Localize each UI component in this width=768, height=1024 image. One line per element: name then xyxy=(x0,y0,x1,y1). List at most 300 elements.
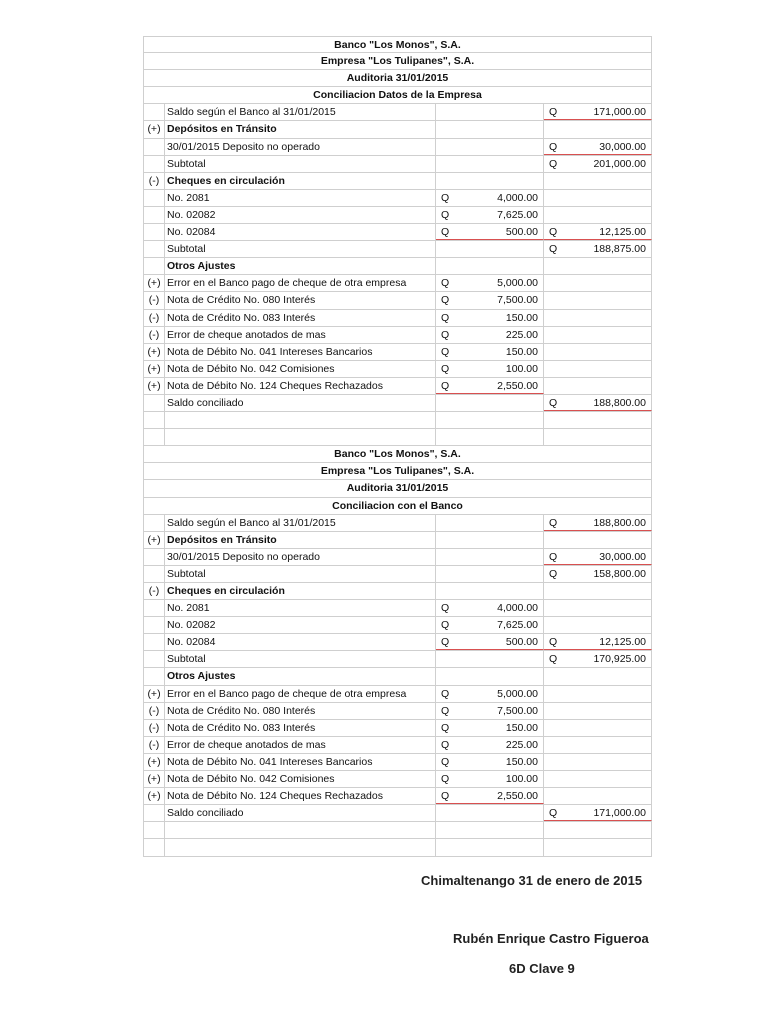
currency-symbol: Q xyxy=(441,687,450,700)
sign-cell xyxy=(143,668,165,684)
currency-symbol: Q xyxy=(441,311,450,324)
total-amount-cell xyxy=(544,327,652,343)
label-cell xyxy=(165,822,436,838)
total-amount-cell xyxy=(544,156,652,172)
table-row xyxy=(143,720,652,737)
total-amount: 201,000.00 xyxy=(593,157,646,170)
total-amount-cell xyxy=(544,686,652,702)
label-cell: No. 02082 xyxy=(165,617,436,633)
sign-cell: (-) xyxy=(143,720,165,736)
currency-symbol: Q xyxy=(441,602,450,615)
detail-amount: 150.00 xyxy=(505,345,538,358)
label-cell: Cheques en circulación xyxy=(165,583,436,599)
currency-symbol xyxy=(436,839,455,855)
sign-cell xyxy=(143,822,165,838)
table-row xyxy=(143,617,652,634)
table-row xyxy=(143,549,652,566)
total-amount xyxy=(563,668,651,684)
author-name: Rubén Enrique Castro Figueroa xyxy=(453,931,649,946)
detail-amount xyxy=(455,258,543,274)
detail-amount xyxy=(455,121,543,137)
detail-amount-cell xyxy=(436,805,544,821)
detail-amount-cell xyxy=(436,668,544,684)
currency-symbol xyxy=(544,686,563,702)
detail-amount xyxy=(455,156,543,172)
label-cell: Otros Ajustes xyxy=(165,258,436,274)
detail-amount-cell xyxy=(436,788,544,804)
total-amount-cell xyxy=(544,207,652,223)
title-row xyxy=(143,498,652,515)
total-amount-cell xyxy=(544,532,652,548)
table-row xyxy=(143,600,652,617)
total-amount: 30,000.00 xyxy=(599,550,646,563)
currency-symbol: Q xyxy=(549,243,558,256)
currency-symbol xyxy=(436,121,455,137)
total-amount: 188,800.00 xyxy=(593,516,646,529)
detail-amount-cell xyxy=(436,121,544,137)
detail-amount-cell xyxy=(436,395,544,411)
total-amount-cell xyxy=(544,258,652,274)
currency-symbol xyxy=(544,207,563,223)
currency-symbol xyxy=(544,822,563,838)
sign-cell xyxy=(143,566,165,582)
detail-amount-cell xyxy=(436,720,544,736)
total-amount xyxy=(563,771,651,787)
title-row xyxy=(143,53,652,70)
sign-cell xyxy=(143,258,165,274)
detail-amount-cell xyxy=(436,344,544,360)
sign-cell xyxy=(143,190,165,206)
currency-symbol xyxy=(436,104,455,120)
total-amount xyxy=(563,327,651,343)
detail-amount xyxy=(455,532,543,548)
section-title: Conciliacion Datos de la Empresa xyxy=(143,87,652,103)
currency-symbol xyxy=(436,532,455,548)
detail-amount-cell xyxy=(436,412,544,428)
detail-amount xyxy=(455,668,543,684)
detail-amount xyxy=(455,104,543,120)
currency-symbol xyxy=(544,275,563,291)
table-row xyxy=(143,258,652,275)
sign-cell xyxy=(143,395,165,411)
detail-amount xyxy=(455,412,543,428)
total-amount-cell xyxy=(544,275,652,291)
currency-symbol xyxy=(544,788,563,804)
label-cell: Nota de Débito No. 124 Cheques Rechazados xyxy=(165,378,436,394)
detail-amount: 225.00 xyxy=(505,328,538,341)
currency-symbol xyxy=(436,805,455,821)
section-title: Auditoria 31/01/2015 xyxy=(143,480,652,496)
currency-symbol: Q xyxy=(549,550,558,563)
detail-amount-cell xyxy=(436,754,544,770)
label-cell: Saldo conciliado xyxy=(165,395,436,411)
reconciliation-sheet xyxy=(143,36,652,857)
currency-symbol: Q xyxy=(549,157,558,170)
table-row xyxy=(143,754,652,771)
total-amount xyxy=(563,617,651,633)
total-amount xyxy=(563,788,651,804)
detail-amount-cell xyxy=(436,275,544,291)
currency-symbol: Q xyxy=(549,807,558,820)
table-row xyxy=(143,156,652,173)
sign-cell xyxy=(143,805,165,821)
total-amount: 12,125.00 xyxy=(599,636,646,649)
currency-symbol xyxy=(436,549,455,565)
total-amount xyxy=(563,310,651,326)
sign-cell xyxy=(143,156,165,172)
total-amount xyxy=(563,190,651,206)
detail-amount xyxy=(455,395,543,411)
detail-amount: 2,550.00 xyxy=(497,379,538,392)
table-row xyxy=(143,121,652,138)
currency-symbol xyxy=(436,583,455,599)
total-amount xyxy=(563,275,651,291)
currency-symbol xyxy=(436,515,455,531)
detail-amount: 7,625.00 xyxy=(497,619,538,632)
currency-symbol xyxy=(544,617,563,633)
sign-cell: (+) xyxy=(143,532,165,548)
detail-amount: 100.00 xyxy=(505,773,538,786)
table-row xyxy=(143,822,652,839)
detail-amount xyxy=(455,241,543,257)
label-cell: Subtotal xyxy=(165,156,436,172)
label-cell: Nota de Débito No. 124 Cheques Rechazados xyxy=(165,788,436,804)
detail-amount-cell xyxy=(436,378,544,394)
total-amount-cell xyxy=(544,344,652,360)
label-cell: Error en el Banco pago de cheque de otra empresa xyxy=(165,686,436,702)
table-row xyxy=(143,327,652,344)
detail-amount-cell xyxy=(436,566,544,582)
total-amount-cell xyxy=(544,668,652,684)
sign-cell: (-) xyxy=(143,583,165,599)
currency-symbol xyxy=(544,173,563,189)
total-amount: 188,875.00 xyxy=(593,243,646,256)
label-cell: 30/01/2015 Deposito no operado xyxy=(165,139,436,155)
detail-amount-cell xyxy=(436,822,544,838)
table-row xyxy=(143,190,652,207)
table-row xyxy=(143,429,652,446)
detail-amount: 150.00 xyxy=(505,311,538,324)
detail-amount-cell xyxy=(436,258,544,274)
total-amount xyxy=(563,258,651,274)
total-amount xyxy=(563,429,651,445)
table-row xyxy=(143,241,652,258)
title-row xyxy=(143,87,652,104)
detail-amount xyxy=(455,549,543,565)
total-amount xyxy=(563,292,651,308)
table-row xyxy=(143,292,652,309)
total-amount xyxy=(563,686,651,702)
sign-cell: (+) xyxy=(143,754,165,770)
sign-cell: (-) xyxy=(143,703,165,719)
total-amount-cell xyxy=(544,104,652,120)
total-amount-cell xyxy=(544,515,652,531)
total-amount-cell xyxy=(544,634,652,650)
currency-symbol: Q xyxy=(441,619,450,632)
total-amount: 30,000.00 xyxy=(599,140,646,153)
total-amount xyxy=(563,754,651,770)
table-row xyxy=(143,703,652,720)
detail-amount-cell xyxy=(436,634,544,650)
table-row xyxy=(143,207,652,224)
title-row xyxy=(143,446,652,463)
currency-symbol xyxy=(436,412,455,428)
label-cell: Nota de Débito No. 042 Comisiones xyxy=(165,361,436,377)
table-row xyxy=(143,515,652,532)
sign-cell xyxy=(143,207,165,223)
total-amount-cell xyxy=(544,412,652,428)
table-row xyxy=(143,104,652,121)
reconciliation-company-section xyxy=(143,36,652,446)
detail-amount xyxy=(455,429,543,445)
currency-symbol xyxy=(544,258,563,274)
section-title: Auditoria 31/01/2015 xyxy=(143,70,652,86)
currency-symbol xyxy=(544,703,563,719)
currency-symbol xyxy=(436,668,455,684)
currency-symbol: Q xyxy=(549,567,558,580)
total-amount-cell xyxy=(544,754,652,770)
detail-amount-cell xyxy=(436,310,544,326)
detail-amount: 5,000.00 xyxy=(497,687,538,700)
sign-cell xyxy=(143,617,165,633)
detail-amount-cell xyxy=(436,515,544,531)
total-amount-cell xyxy=(544,139,652,155)
detail-amount-cell xyxy=(436,532,544,548)
detail-amount: 4,000.00 xyxy=(497,602,538,615)
currency-symbol: Q xyxy=(441,191,450,204)
total-amount-cell xyxy=(544,395,652,411)
sign-cell: (+) xyxy=(143,121,165,137)
total-amount xyxy=(563,412,651,428)
total-amount-cell xyxy=(544,549,652,565)
total-amount-cell xyxy=(544,788,652,804)
label-cell xyxy=(165,429,436,445)
reconciliation-bank-section xyxy=(143,446,652,856)
total-amount xyxy=(563,600,651,616)
currency-symbol xyxy=(544,839,563,855)
currency-symbol xyxy=(436,395,455,411)
detail-amount xyxy=(455,139,543,155)
sign-cell: (+) xyxy=(143,275,165,291)
table-row xyxy=(143,686,652,703)
detail-amount-cell xyxy=(436,327,544,343)
detail-amount xyxy=(455,805,543,821)
total-amount-cell xyxy=(544,839,652,855)
label-cell: Saldo según el Banco al 31/01/2015 xyxy=(165,515,436,531)
currency-symbol: Q xyxy=(441,704,450,717)
currency-symbol: Q xyxy=(441,738,450,751)
detail-amount: 7,625.00 xyxy=(497,208,538,221)
section-title: Banco "Los Monos", S.A. xyxy=(143,37,652,52)
sign-cell: (-) xyxy=(143,310,165,326)
sign-cell xyxy=(143,412,165,428)
label-cell: Otros Ajustes xyxy=(165,668,436,684)
currency-symbol xyxy=(544,327,563,343)
label-cell: Subtotal xyxy=(165,241,436,257)
class-code: 6D Clave 9 xyxy=(509,961,575,976)
detail-amount-cell xyxy=(436,600,544,616)
detail-amount-cell xyxy=(436,292,544,308)
detail-amount: 4,000.00 xyxy=(497,191,538,204)
currency-symbol xyxy=(544,412,563,428)
total-amount-cell xyxy=(544,173,652,189)
detail-amount-cell xyxy=(436,104,544,120)
table-row xyxy=(143,771,652,788)
label-cell: Saldo conciliado xyxy=(165,805,436,821)
label-cell: Saldo según el Banco al 31/01/2015 xyxy=(165,104,436,120)
detail-amount-cell xyxy=(436,583,544,599)
sign-cell xyxy=(143,549,165,565)
currency-symbol: Q xyxy=(441,636,450,649)
title-row xyxy=(143,463,652,480)
currency-symbol: Q xyxy=(549,653,558,666)
total-amount-cell xyxy=(544,121,652,137)
detail-amount xyxy=(455,822,543,838)
total-amount-cell xyxy=(544,583,652,599)
label-cell xyxy=(165,839,436,855)
detail-amount: 150.00 xyxy=(505,755,538,768)
currency-symbol xyxy=(436,566,455,582)
currency-symbol: Q xyxy=(441,294,450,307)
currency-symbol: Q xyxy=(441,328,450,341)
total-amount-cell xyxy=(544,720,652,736)
detail-amount xyxy=(455,583,543,599)
currency-symbol xyxy=(544,429,563,445)
detail-amount-cell xyxy=(436,224,544,240)
total-amount xyxy=(563,173,651,189)
detail-amount xyxy=(455,566,543,582)
currency-symbol xyxy=(436,156,455,172)
detail-amount-cell xyxy=(436,737,544,753)
label-cell: Subtotal xyxy=(165,566,436,582)
section-title: Banco "Los Monos", S.A. xyxy=(143,446,652,462)
detail-amount xyxy=(455,173,543,189)
total-amount xyxy=(563,822,651,838)
currency-symbol xyxy=(544,737,563,753)
table-row xyxy=(143,361,652,378)
sign-cell: (-) xyxy=(143,327,165,343)
label-cell: 30/01/2015 Deposito no operado xyxy=(165,549,436,565)
currency-symbol: Q xyxy=(441,721,450,734)
label-cell: Error de cheque anotados de mas xyxy=(165,327,436,343)
sign-cell xyxy=(143,224,165,240)
total-amount-cell xyxy=(544,703,652,719)
table-row xyxy=(143,839,652,856)
currency-symbol xyxy=(544,310,563,326)
total-amount xyxy=(563,378,651,394)
total-amount xyxy=(563,720,651,736)
detail-amount: 225.00 xyxy=(505,738,538,751)
section-title: Empresa "Los Tulipanes", S.A. xyxy=(143,463,652,479)
total-amount-cell xyxy=(544,617,652,633)
sign-cell xyxy=(143,839,165,855)
table-row xyxy=(143,224,652,241)
currency-symbol xyxy=(436,822,455,838)
detail-amount: 500.00 xyxy=(505,226,538,239)
label-cell: No. 02084 xyxy=(165,634,436,650)
detail-amount-cell xyxy=(436,771,544,787)
label-cell: Nota de Crédito No. 080 Interés xyxy=(165,292,436,308)
total-amount-cell xyxy=(544,378,652,394)
table-row xyxy=(143,651,652,668)
total-amount-cell xyxy=(544,361,652,377)
detail-amount: 5,000.00 xyxy=(497,277,538,290)
currency-symbol: Q xyxy=(441,362,450,375)
title-row xyxy=(143,480,652,497)
detail-amount: 2,550.00 xyxy=(497,790,538,803)
currency-symbol xyxy=(544,532,563,548)
section-title: Conciliacion con el Banco xyxy=(143,498,652,514)
table-row xyxy=(143,395,652,412)
table-row xyxy=(143,788,652,805)
sign-cell xyxy=(143,429,165,445)
detail-amount-cell xyxy=(436,839,544,855)
total-amount xyxy=(563,207,651,223)
total-amount xyxy=(563,583,651,599)
table-row xyxy=(143,668,652,685)
detail-amount-cell xyxy=(436,156,544,172)
detail-amount-cell xyxy=(436,361,544,377)
detail-amount: 100.00 xyxy=(505,362,538,375)
currency-symbol: Q xyxy=(549,396,558,409)
currency-symbol xyxy=(436,651,455,667)
total-amount-cell xyxy=(544,566,652,582)
total-amount: 171,000.00 xyxy=(593,807,646,820)
sign-cell xyxy=(143,651,165,667)
total-amount xyxy=(563,361,651,377)
currency-symbol xyxy=(544,754,563,770)
label-cell: Error de cheque anotados de mas xyxy=(165,737,436,753)
detail-amount-cell xyxy=(436,139,544,155)
total-amount-cell xyxy=(544,292,652,308)
label-cell: Cheques en circulación xyxy=(165,173,436,189)
currency-symbol xyxy=(544,583,563,599)
detail-amount-cell xyxy=(436,617,544,633)
total-amount-cell xyxy=(544,224,652,240)
currency-symbol xyxy=(436,258,455,274)
currency-symbol xyxy=(544,668,563,684)
detail-amount: 150.00 xyxy=(505,721,538,734)
table-row xyxy=(143,344,652,361)
total-amount: 188,800.00 xyxy=(593,396,646,409)
sign-cell: (+) xyxy=(143,788,165,804)
currency-symbol: Q xyxy=(441,208,450,221)
place-date: Chimaltenango 31 de enero de 2015 xyxy=(421,873,643,888)
currency-symbol: Q xyxy=(441,379,450,392)
currency-symbol xyxy=(544,600,563,616)
table-row xyxy=(143,805,652,822)
detail-amount xyxy=(455,515,543,531)
detail-amount-cell xyxy=(436,703,544,719)
currency-symbol: Q xyxy=(441,277,450,290)
label-cell: Nota de Débito No. 041 Intereses Bancarios xyxy=(165,754,436,770)
detail-amount xyxy=(455,651,543,667)
table-row xyxy=(143,310,652,327)
table-row xyxy=(143,275,652,292)
total-amount xyxy=(563,839,651,855)
currency-symbol xyxy=(544,771,563,787)
currency-symbol: Q xyxy=(441,790,450,803)
detail-amount: 500.00 xyxy=(505,636,538,649)
label-cell: Nota de Crédito No. 083 Interés xyxy=(165,310,436,326)
detail-amount-cell xyxy=(436,651,544,667)
total-amount-cell xyxy=(544,600,652,616)
detail-amount xyxy=(455,839,543,855)
sign-cell xyxy=(143,515,165,531)
sign-cell: (+) xyxy=(143,771,165,787)
section-title: Empresa "Los Tulipanes", S.A. xyxy=(143,53,652,69)
currency-symbol xyxy=(544,121,563,137)
